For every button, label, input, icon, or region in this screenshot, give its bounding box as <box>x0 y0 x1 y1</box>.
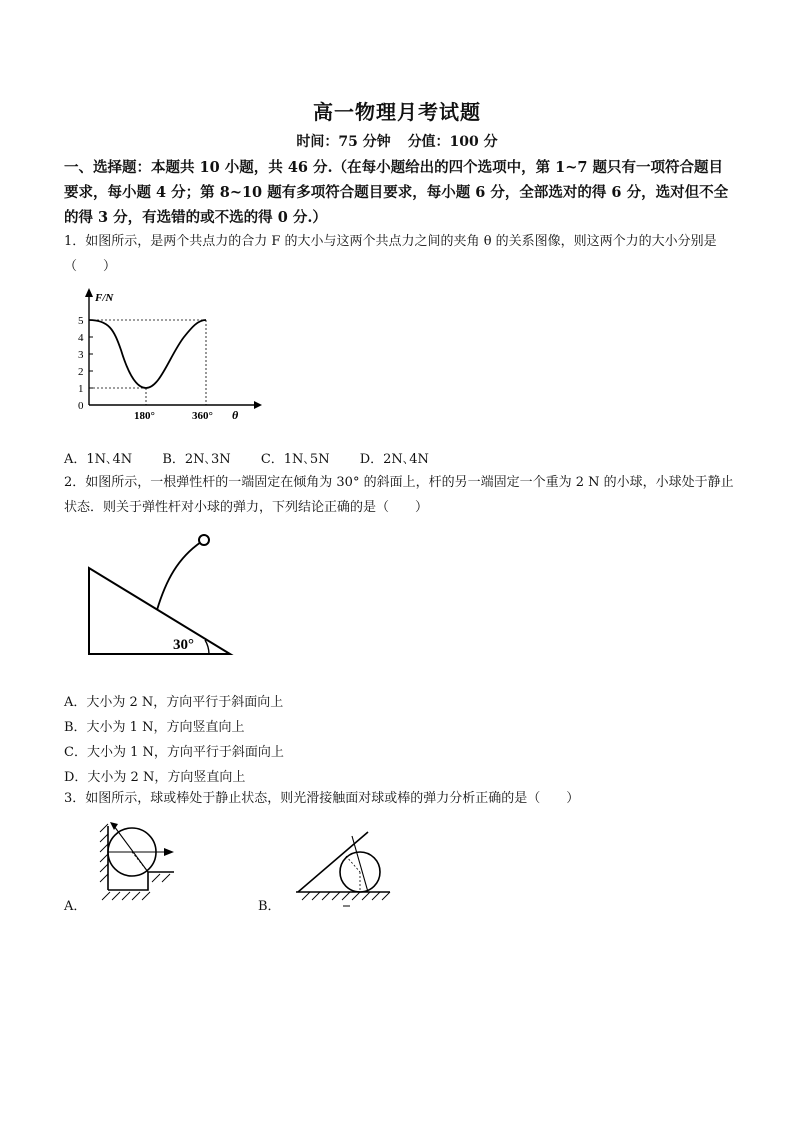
q3-figure-a <box>96 818 178 904</box>
exam-score: 分值：100 分 <box>407 134 498 150</box>
q2-incline-figure <box>80 530 240 660</box>
question-1-text: 1．如图所示，是两个共点力的合力 F 的大小与这两个共点力之间的夹角 θ 的关系图像，则这两个力的大小分别是（ ） <box>64 234 717 274</box>
x-axis-label: θ <box>232 408 239 422</box>
q1-options <box>64 448 455 467</box>
exam-info <box>0 131 794 151</box>
question-3-text: 3．如图所示，球或棒处于静止状态，则光滑接触面对球或棒的弹力分析正确的是（ ） <box>64 791 580 806</box>
question-2-text: 2．如图所示，一根弹性杆的一端固定在倾角为 30° 的斜面上，杆的另一端固定一个重为 2 N 的小球，小球处于静止状态．则关于弹性杆对小球的弹力，下列结论正确的是（ ） <box>64 475 734 515</box>
q2-option-d[interactable]: D．大小为 2 N，方向竖直向上 <box>64 770 246 785</box>
y-tick-3: 3 <box>78 349 84 361</box>
q1-option-d[interactable]: D．2N､4N <box>359 452 429 467</box>
q3-figure-b <box>288 828 398 910</box>
y-tick-1: 1 <box>78 383 84 395</box>
q2-option-a[interactable]: A．大小为 2 N，方向平行于斜面向上 <box>64 695 284 710</box>
x-tick-180: 180° <box>134 410 155 422</box>
x-tick-360: 360° <box>192 410 213 422</box>
angle-label: 30° <box>173 637 194 653</box>
q2-option-b[interactable]: B．大小为 1 N，方向竖直向上 <box>64 720 245 735</box>
origin-label: 0 <box>78 400 84 412</box>
q1-option-b[interactable]: B．2N､3N <box>162 452 231 467</box>
y-tick-5: 5 <box>78 315 84 327</box>
y-tick-2: 2 <box>78 366 84 378</box>
page-title: 高一物理月考试题 <box>313 100 481 124</box>
section-heading: 一、选择题：本题共 10 小题，共 46 分.（在每小题给出的四个选项中，第 1~7 题只有一项符合题目要求，每小题 4 分；第 8~10 题有多项符合题目要求，每小题 6 分，全部选对的得 6 分，选对但不全的得 3 分，有选错的或不选的得 0 分.） <box>64 159 729 226</box>
q1-option-c[interactable]: C．1N､5N <box>260 452 330 467</box>
q1-option-a[interactable]: A．1N､4N <box>64 452 133 467</box>
q3-option-a-label[interactable]: A． <box>64 899 87 914</box>
exam-time: 时间：75 分钟 <box>296 134 391 150</box>
q1-graph <box>64 285 264 425</box>
y-tick-4: 4 <box>78 332 84 344</box>
q3-option-b-label[interactable]: B． <box>258 899 281 914</box>
y-axis-label: F/N <box>95 292 114 304</box>
q2-option-c[interactable]: C．大小为 1 N，方向平行于斜面向上 <box>64 745 284 760</box>
